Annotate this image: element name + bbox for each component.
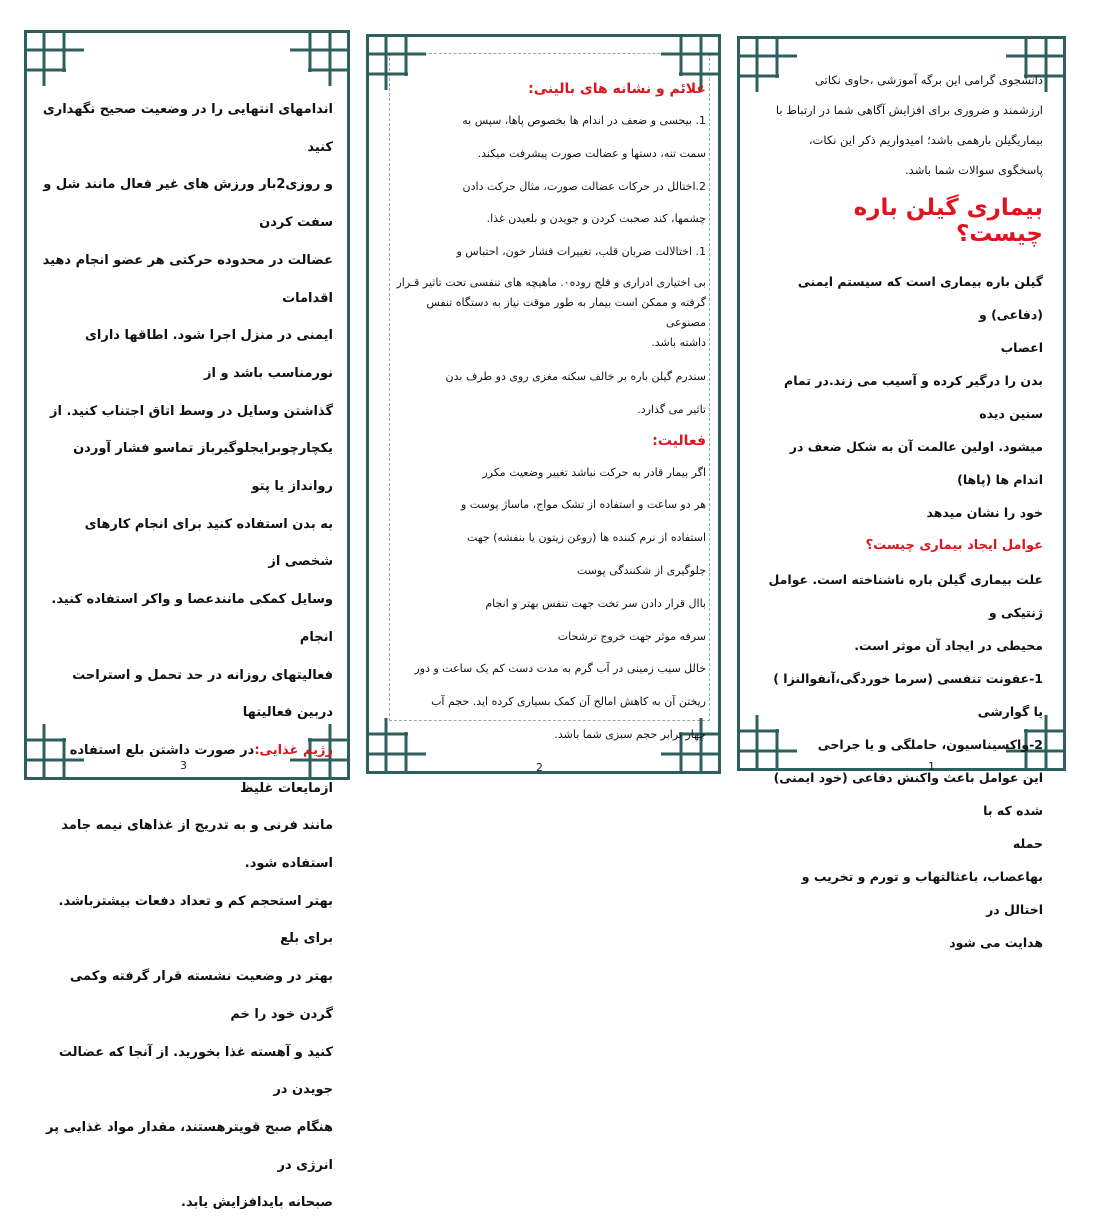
care-line: اندامهای انتهایی را در وضعیت صحیح نگهداری کنید [42, 102, 333, 155]
page-number: 1 [928, 760, 935, 773]
definition-line: خود را نشان میدهد [926, 505, 1043, 520]
care-line: وسایل کمکی مانندعصا و واکر استفاده کنید. انجام [51, 592, 333, 645]
symptoms-line: 1. بیحسی و ضعف در اندام ها بخصوص پاها، سپس به [462, 114, 706, 127]
care-line: عضالت در محدوده حرکتی هر عضو انجام دهید اقدامات [42, 252, 333, 306]
diet-line: بهتر استحجم کم و تعداد دفعات بیشترباشد. برای بلع [58, 893, 333, 947]
diet-line: بهتر در وضعیت نشسته قرار گرفته وکمی گردن خود را خم [69, 969, 333, 1022]
definition-line: اعصاب [1000, 340, 1043, 355]
symptoms-line: تاثیر می گذارد. [637, 402, 706, 416]
symptoms-line: سمت تنه، دستها و عضالت صورت پیشرفت میکند. [477, 146, 706, 160]
symptoms-line: گرفته و ممکن است بیمار به طور موقت نیاز به دستگاه تنفس مصنوعی [426, 295, 706, 329]
care-line: گذاشتن وسایل در وسط اتاق اجتناب کنید. از [50, 403, 333, 419]
diet-line [41, 732, 333, 807]
intro-line: پاسخگوی سوالات شما باشد. [905, 163, 1043, 177]
intro-line: بیماریگیلن بارهمی باشد؛ امیدواریم ذکر این نکات، [808, 133, 1043, 147]
intro-line: دانشجوی گرامی این برگه آموزشی ،حاوی نکاتی [815, 73, 1043, 87]
symptoms-line: 1. اختالالت ضربان قلب، تغییرات فشار خون، احتباس و [456, 245, 706, 259]
activity-line: باال قرار دادن سر تخت جهت تنفس بهتر و انجام [485, 596, 706, 610]
page-3-panel [24, 30, 350, 1211]
care-line: و روزی2بار ورزش های غیر فعال مانند شل و سفت کردن [43, 177, 333, 231]
diet-line: مانند فرنی و به تدریج از غذاهای نیمه جامد استفاده شود. [61, 818, 333, 872]
diet-label: رژیم غذایی: [254, 742, 333, 758]
causes-line: این عوامل باعث واکنش دفاعی (خود ایمنی) شده که با [773, 770, 1043, 818]
symptoms-line: بی اختیاری ادراری و فلج روده۰. ماهیچه های تنفسی تحت تاثیر قـرار [396, 275, 706, 289]
causes-line: محیطی در ایجاد آن موثر است. [854, 638, 1043, 653]
activity-line: جلوگیری از شکنندگی پوست [576, 563, 706, 577]
causes-line: حمله [1012, 836, 1043, 851]
page-3-content [41, 91, 333, 1222]
diet-line: هنگام صبح قویترهستند، مقدار مواد غذایی پر انرژی در [46, 1119, 333, 1173]
causes-line: هدایت می شود [949, 935, 1043, 950]
page-2-panel [366, 34, 721, 774]
activity-heading: فعالیت: [652, 432, 706, 449]
definition-line: گیلن باره بیماری است که سیستم ایمنی (دفاعی) و [797, 274, 1043, 322]
causes-line: 1-عفونت تنفسی (سرما خوردگی،آنفوالنزا ) یا گوارشی [773, 671, 1043, 719]
activity-line: هر دو ساعت و استفاده از تشک مواج، ماساژ پوست و [460, 498, 706, 512]
activity-line: استفاده از نرم کننده ها (روغن زیتون یا بنفشه) جهت [466, 531, 706, 545]
activity-line: چهار برابر حجم سبزی شما باشد. [554, 727, 706, 741]
symptoms-line: سندرم گیلن باره بر خالف سکته مغزی روی دو طرف بدن [445, 369, 706, 383]
activity-line: سرفه موثر جهت خروج ترشحات [557, 629, 706, 643]
causes-line: علت بیماری گیلن باره ناشناخته است. عوامل ژنتیکی و [768, 572, 1043, 620]
definition-line: بدن را درگیر کرده و آسیب می زند.در تمام سنین دیده [784, 373, 1043, 421]
page-number: 2 [536, 761, 543, 774]
corner-ornament-top-left [24, 30, 84, 86]
diet-line: صبحانه بایدافزایش یابد. [181, 1195, 333, 1211]
care-line: یکچارچوبرایجلوگیرباز تماسو فشار آوردن روانداز یا پتو [73, 441, 333, 495]
causes-line: 2-واکسیناسیون، حاملگی و یا جراحی [817, 737, 1043, 752]
intro-line: ارزشمند و ضروری برای افزایش آگاهی شما در ارتباط با [775, 103, 1043, 117]
page-1-panel [737, 36, 1066, 950]
corner-ornament-top-right [290, 30, 350, 86]
activity-line: اگر بیمار قادر به حرکت نباشد تغییر وضعیت مکرر [482, 465, 706, 479]
symptoms-line: 2.اختالل در حرکات عضالت صورت، مثال حرکت دادن [462, 179, 706, 193]
care-line: فعالیتهای روزانه در حد تحمل و استراحت دربین فعالیتها [72, 667, 333, 721]
symptoms-line: چشمها، کند صحبت کردن و جویدن و بلعیدن غذا. [486, 212, 706, 226]
care-line: به بدن استفاده کنید برای انجام کارهای شخصی از [84, 516, 333, 570]
symptoms-heading: علائم و نشانه های بالینی: [528, 81, 706, 97]
diet-text: در صورت داشتن بلع استفاده ازمایعات غلیظ [69, 742, 333, 796]
symptoms-line: داشته باشد. [651, 335, 706, 349]
main-title: بیماری گیلن باره چیست؟ [853, 195, 1043, 247]
causes-line: بهاعصاب، باعثالتهاب و تورم و تخریب و اختالل در [801, 869, 1043, 917]
care-line: ایمنی در منزل اجرا شود. اطاقها دارای نورمناسب باشد و از [85, 328, 333, 381]
diet-line: کنید و آهسته غذا بخورید. از آنجا که عضالت جویدن در [58, 1044, 333, 1098]
page-number: 3 [180, 759, 187, 772]
definition-line: میشود. اولین عالمت آن به شکل ضعف در اندام ها (پاها) [789, 439, 1043, 487]
activity-line: خالل سیب زمینی در آب گرم به مدت دست کم یک ساعت و دور [414, 662, 706, 676]
activity-line: ریختن آن به کاهش امالح آن کمک بسیاری کرده اید. حجم آب [431, 695, 706, 709]
causes-heading: عوامل ایجاد بیماری چیست؟ [865, 538, 1043, 553]
page-2-content [395, 75, 706, 752]
page-1-content [762, 65, 1043, 959]
